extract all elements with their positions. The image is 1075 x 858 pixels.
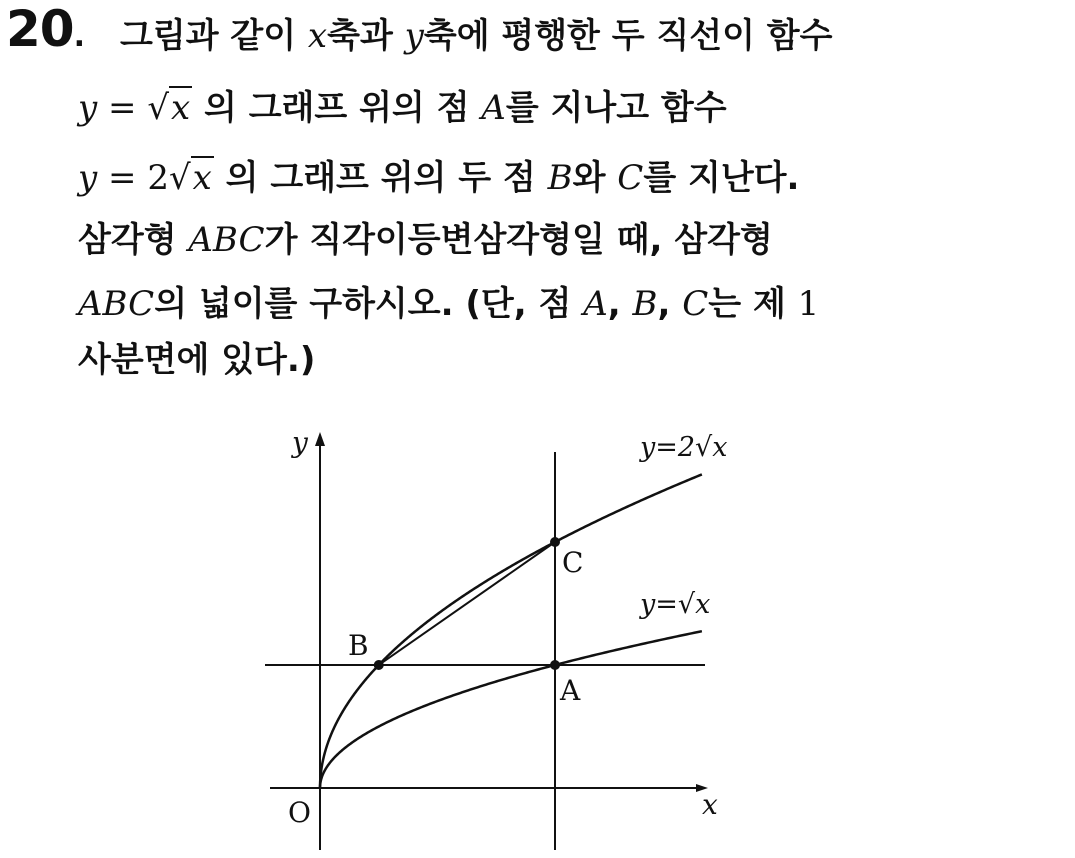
y-axis-arrow <box>315 432 325 446</box>
origin-label: O <box>288 796 311 829</box>
point-a <box>550 660 560 670</box>
problem-line-5: ABC의 넓이를 구하시오. (단, 점 A, B, C는 제 1 <box>78 284 820 324</box>
point-c <box>550 537 560 547</box>
point-a-label: A <box>560 674 581 707</box>
curve-2sqrtx <box>320 474 702 788</box>
curve-sqrtx-label: y=√x <box>640 589 711 620</box>
point-b-label: B <box>348 629 369 662</box>
x-axis-label: x <box>702 788 718 821</box>
problem-line-4: 삼각형 ABC가 직각이등변삼각형일 때, 삼각형 <box>78 220 773 260</box>
curve-sqrtx <box>320 631 702 788</box>
problem-number: 20. <box>6 0 84 58</box>
segment-bc <box>379 542 555 665</box>
problem-number-mark: . <box>73 19 84 54</box>
problem-line-3: y = 2√x 의 그래프 위의 두 점 B와 C를 지난다. <box>78 158 800 198</box>
y-axis-label: y <box>292 426 308 459</box>
problem-line-2: y = √x 의 그래프 위의 점 A를 지나고 함수 <box>78 88 727 128</box>
point-c-label: C <box>562 546 584 579</box>
curve-2sqrtx-label: y=2√x <box>640 432 728 463</box>
point-b <box>374 660 384 670</box>
sqrt-x: √x <box>168 158 212 198</box>
problem-line-1: 그림과 같이 x축과 y축에 평행한 두 직선이 함수 <box>120 16 833 56</box>
problem-line-6: 사분면에 있다.) <box>78 340 316 380</box>
sqrt-x: √x <box>147 88 191 128</box>
